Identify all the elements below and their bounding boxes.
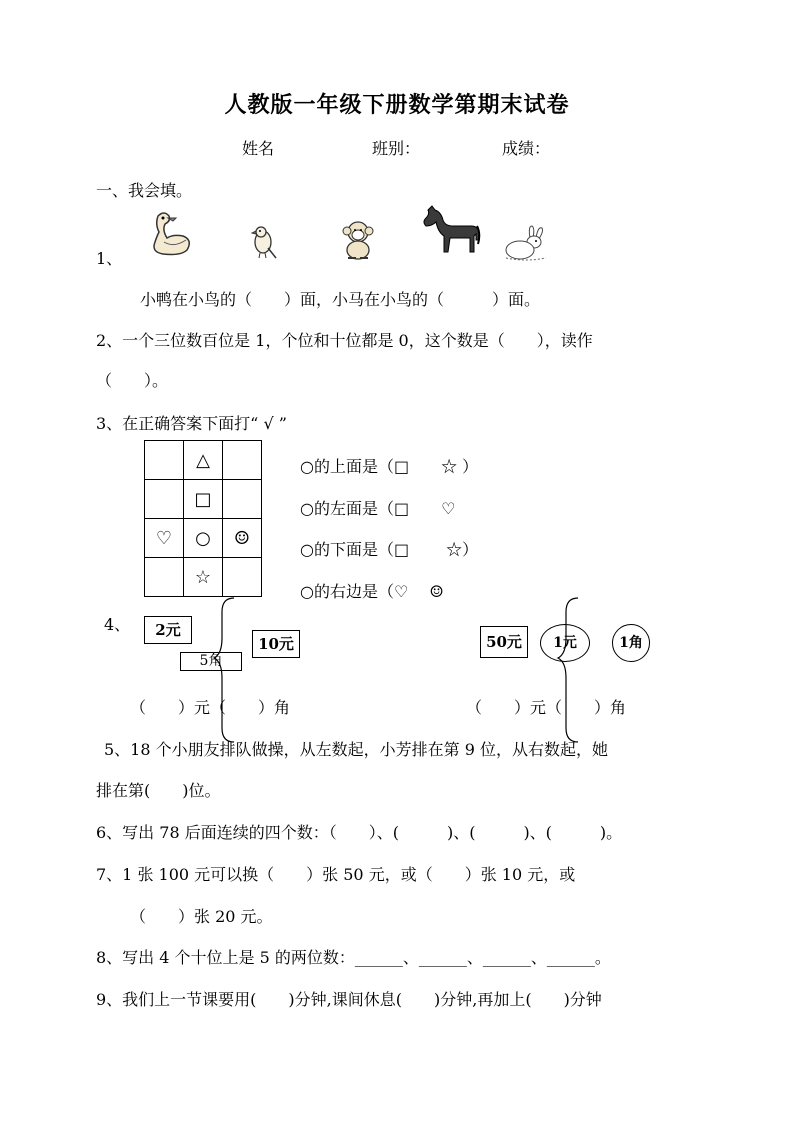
right-brace — [556, 596, 586, 746]
grid-cell — [223, 480, 262, 519]
grid-cell: □ — [184, 480, 223, 519]
grid-cell: ☆ — [184, 558, 223, 597]
q8-text: 8、写出 4 个十位上是 5 的两位数：______、______、______、______。 — [96, 948, 611, 967]
q6-text: 6、写出 78 后面连续的四个数：（ ）、( )、( )、( )。 — [96, 823, 623, 842]
grid-cell — [223, 558, 262, 597]
page-title: 人教版一年级下册数学第期末试卷 — [224, 92, 570, 118]
q5-line1: 5、18 个小朋友排队做操，从左数起，小芳排在第 9 位，从右数起，她 — [104, 740, 608, 759]
rabbit-icon — [500, 224, 550, 264]
q2-line2: （ ）。 — [96, 371, 169, 390]
horse-icon — [420, 204, 482, 260]
q7-line2: （ ）张 20 元。 — [130, 907, 273, 926]
q5-line2: 排在第( )位。 — [96, 781, 221, 800]
q3-text: 3、在正确答案下面打“ √ ” — [96, 414, 287, 433]
name-label: 姓名 — [242, 139, 275, 158]
grid-cell — [145, 441, 184, 480]
money-note-50yuan: 50元 — [480, 626, 528, 658]
coin-1yuan: 1元 — [540, 624, 590, 662]
q1-text: 小鸭在小鸟的（ ）面，小马在小鸟的（ ）面。 — [140, 290, 541, 309]
grid-cell: ○ — [184, 519, 223, 558]
q4-right-answer: （ ）元（ ）角 — [466, 698, 627, 717]
q4-number: 4、 — [104, 615, 131, 634]
coin-1jiao: 1角 — [612, 624, 650, 662]
grid-cell: △ — [184, 441, 223, 480]
grid-row — [145, 558, 262, 597]
class-label: 班别： — [372, 139, 421, 158]
q3-option-above: ○的上面是（□ ☆ ） — [300, 457, 479, 476]
q3-option-right: ○的右边是（♡ ☺ — [300, 582, 444, 601]
grid-cell: ♡ — [145, 519, 184, 558]
q3-option-below: ○的下面是（□ ☆） — [300, 540, 479, 559]
money-note-2yuan: 2元 — [144, 616, 192, 644]
q3-option-left: ○的左面是（□ ♡ — [300, 499, 456, 518]
q7-line1: 7、1 张 100 元可以换（ ）张 50 元，或（ ）张 10 元，或 — [96, 865, 576, 884]
grid-row — [145, 519, 262, 558]
q2-line1: 2、一个三位数百位是 1，个位和十位都是 0，这个数是（ ），读作 — [96, 331, 593, 350]
q4-left-answer: （ ）元（ ）角 — [130, 698, 291, 717]
grid-row — [145, 480, 262, 519]
grid-cell — [223, 441, 262, 480]
grid-cell — [145, 558, 184, 597]
duck-icon — [146, 208, 196, 258]
section-heading: 一、我会填。 — [96, 181, 193, 200]
grid-row — [145, 441, 262, 480]
monkey-icon — [338, 218, 378, 262]
grid-cell — [145, 480, 184, 519]
money-note-5jiao: 5角 — [180, 652, 242, 671]
q9-text: 9、我们上一节课要用( )分钟,课间休息( )分钟,再加上( )分钟 — [96, 990, 602, 1009]
grid-cell: ☺ — [223, 519, 262, 558]
money-note-10yuan: 10元 — [252, 630, 300, 658]
left-brace — [212, 596, 242, 746]
position-grid — [144, 440, 262, 597]
q1-number: 1、 — [96, 249, 123, 268]
score-label: 成绩： — [502, 139, 551, 158]
bird-icon — [246, 222, 280, 262]
